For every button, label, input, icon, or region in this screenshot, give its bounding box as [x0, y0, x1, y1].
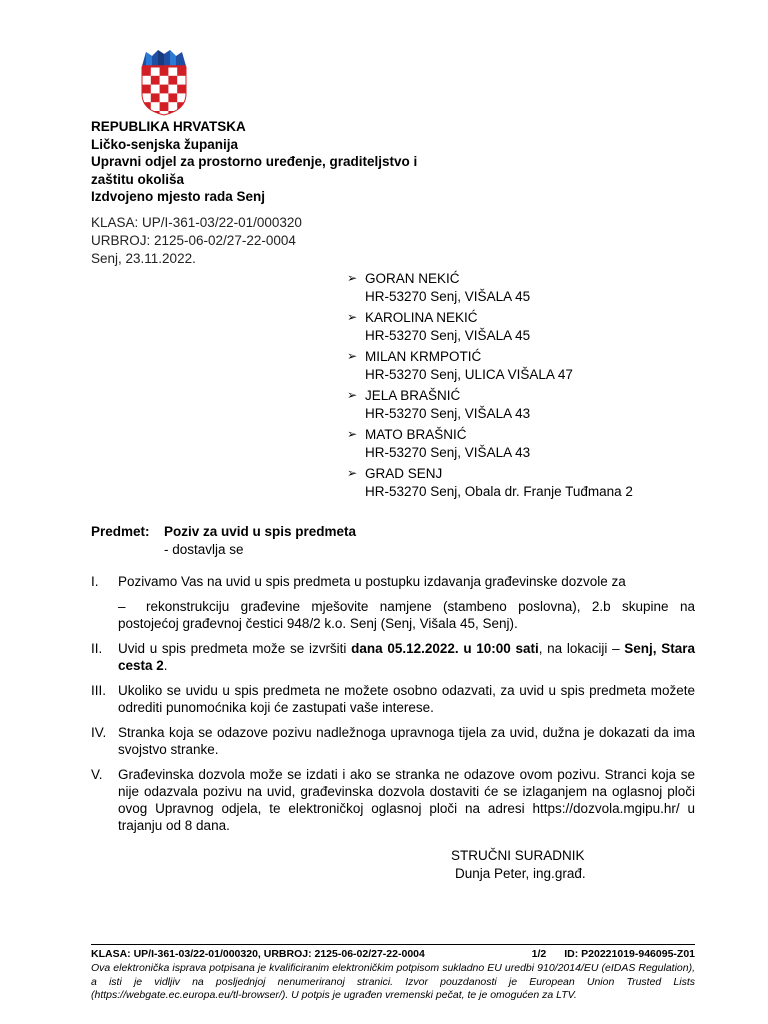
recipient-address: HR-53270 Senj, ULICA VIŠALA 47	[365, 366, 573, 382]
footer-page: 1/2	[531, 948, 547, 960]
recipients-list	[347, 270, 633, 504]
item-text: Stranka koja se odazove pozivu nadležnoga upravnoga tijela za uvid, dužna je dokazati da ima svojstvo stranke.	[118, 725, 695, 757]
dash-mark: –	[118, 599, 126, 614]
item-number: I.	[91, 574, 99, 589]
urbroj-line: URBROJ: 2125-06-02/27-22-0004	[91, 233, 296, 248]
subject-block	[91, 523, 356, 558]
county-name: Ličko-senjska županija	[91, 136, 239, 152]
subject-subtitle: - dostavlja se	[164, 541, 244, 557]
footer-signature-note: Ova elektronička isprava potpisana je kvalificiranim elektroničkim potpisom sukladno EU uredbi 910/2014/EU (eIDAS Regulation), a isti je vidljiv na posljednjoj nenumeriranoj stranici. Izvor pouzdanosti je European Union Trusted Lists (https://webgate.ec.europa.eu/tl-browser/). U potpis je ugrađen vremenski pečat, te je omogućen za LTV.	[91, 962, 695, 1001]
arrow-bullet-icon: ➢	[347, 388, 358, 402]
item-iii	[91, 682, 695, 716]
crown-icon	[142, 50, 186, 66]
issuer-header	[91, 118, 417, 206]
item-i-subitem	[91, 598, 695, 632]
recipient-address: HR-53270 Senj, VIŠALA 43	[365, 405, 531, 421]
item-text-a: Uvid u spis predmeta može se izvršiti	[118, 641, 352, 656]
subitem-text: rekonstrukciju građevine mješovite namjene (stambeno poslovna), 2.b skupine na postojećoj građevnoj čestici 948/2 k.o. Senj (Senj, Višala 45, Senj).	[118, 599, 695, 631]
item-v	[91, 766, 695, 834]
recipient-item	[347, 426, 633, 461]
arrow-bullet-icon: ➢	[347, 466, 358, 480]
recipient-item	[347, 465, 633, 500]
klasa-line: KLASA: UP/I-361-03/22-01/000320	[91, 215, 302, 230]
footer-ref: KLASA: UP/I-361-03/22-01/000320, URBROJ: 2125-06-02/27-22-0004	[91, 948, 425, 960]
item-iv	[91, 724, 695, 758]
recipient-address: HR-53270 Senj, VIŠALA 45	[365, 327, 531, 343]
arrow-bullet-icon: ➢	[347, 310, 358, 324]
item-date-bold: dana 05.12.2022. u 10:00 sati	[351, 641, 539, 656]
document-meta	[91, 214, 302, 268]
country-name: REPUBLIKA HRVATSKA	[91, 119, 246, 134]
item-number: V.	[91, 767, 103, 782]
recipient-item	[347, 270, 633, 305]
recipient-address: HR-53270 Senj, VIŠALA 43	[365, 444, 531, 460]
recipient-name: GORAN NEKIĆ	[365, 271, 460, 286]
department-line-1: Upravni odjel za prostorno uređenje, graditeljstvo i	[91, 154, 418, 169]
recipient-name: JELA BRAŠNIĆ	[365, 388, 461, 403]
item-text: Pozivamo Vas na uvid u spis predmeta u postupku izdavanja građevinske dozvole za	[118, 574, 626, 589]
subject-label: Predmet:	[91, 524, 150, 539]
recipient-address: HR-53270 Senj, Obala dr. Franje Tuđmana 2	[365, 483, 633, 499]
footer-reference	[91, 947, 695, 961]
recipient-address: HR-53270 Senj, VIŠALA 45	[365, 288, 531, 304]
subject-title: Poziv za uvid u spis predmeta	[164, 524, 357, 539]
signer-name: Dunja Peter, ing.građ.	[455, 866, 586, 881]
item-location-bold: Senj, Stara cesta 2	[118, 641, 695, 673]
item-text-c: .	[163, 658, 168, 673]
item-i	[91, 573, 695, 590]
item-number: III.	[91, 683, 107, 698]
footer-divider	[91, 944, 695, 945]
recipient-name: GRAD SENJ	[365, 466, 443, 481]
recipient-name: MATO BRAŠNIĆ	[365, 427, 467, 442]
item-ii	[91, 640, 695, 674]
footer-id: ID: P20221019-946095-Z01	[564, 948, 695, 960]
recipient-item	[347, 309, 633, 344]
arrow-bullet-icon: ➢	[347, 271, 358, 285]
department-line-2: zaštitu okoliša	[91, 171, 185, 187]
arrow-bullet-icon: ➢	[347, 427, 358, 441]
office-name: Izdvojeno mjesto rada Senj	[91, 189, 266, 204]
recipient-item	[347, 387, 633, 422]
place-date-line: Senj, 23.11.2022.	[91, 251, 196, 266]
item-text: Građevinska dozvola može se izdati i ako se stranka ne odazove ovom pozivu. Stranci koja se nije odazvala pozivu na uvid, građevinska dozvola dostaviti će se izlaganjem na oglasnoj ploči ovog Upravnog odjela, te elektroničkoj oglasnoj ploči na adresi https://dozvola.mgipu.hr/ u trajanju od 8 dana.	[118, 767, 695, 833]
body-items	[91, 573, 695, 842]
item-text: Ukoliko se uvidu u spis predmeta ne možete osobno odazvati, za uvid u spis predmeta možete odrediti punomoćnika koji će zastupati vaše interese.	[118, 683, 695, 715]
coat-of-arms-image	[138, 46, 190, 116]
recipient-item	[347, 348, 633, 383]
signature-block	[451, 847, 586, 883]
item-number: II.	[91, 641, 103, 656]
recipient-name: MILAN KRMPOTIĆ	[365, 349, 482, 364]
item-text-b: , na lokaciji –	[538, 641, 625, 656]
recipient-name: KAROLINA NEKIĆ	[365, 310, 478, 325]
item-number: IV.	[91, 725, 107, 740]
arrow-bullet-icon: ➢	[347, 349, 358, 363]
signer-title: STRUČNI SURADNIK	[451, 848, 585, 863]
